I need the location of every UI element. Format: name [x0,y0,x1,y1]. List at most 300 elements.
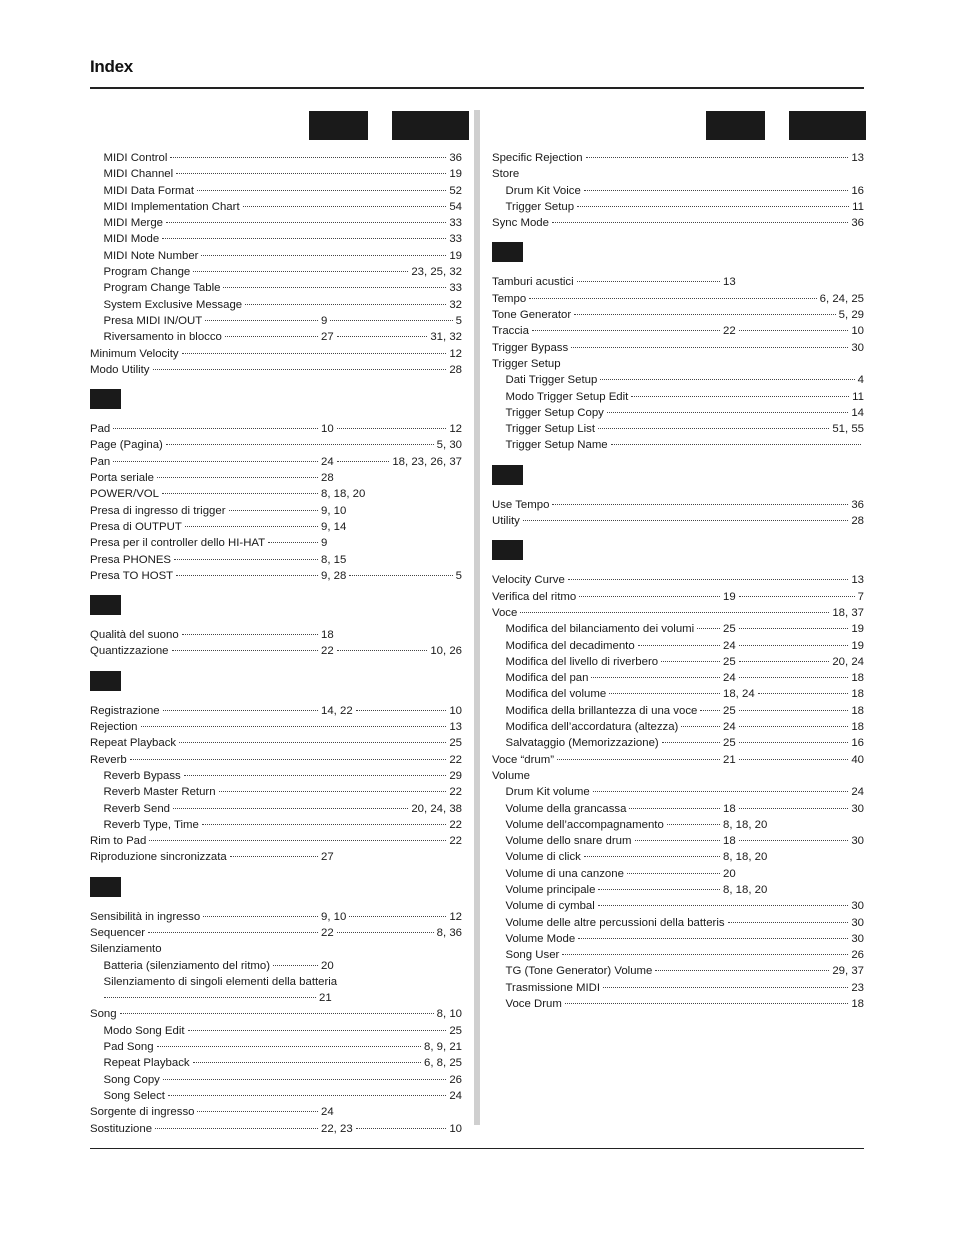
leader-dots [758,693,849,694]
entry-pages: 18 [723,802,736,815]
index-entry [90,264,462,280]
entry-term: Tempo [492,292,527,305]
leader-dots [337,932,434,933]
leader-dots [662,742,720,743]
entry-term: Voce “drum” [492,753,555,766]
entry-term: Trigger Setup Copy [505,406,604,419]
entry-pages: 9, 10 [321,504,347,517]
entry-term: Specific Rejection [492,152,583,164]
entry-term: Trigger Setup [505,200,575,213]
entry-pages-secondary: 12 [449,910,462,923]
entry-term: Tone Generator [492,309,572,322]
entry-term: Riproduzione sincronizzata [90,851,227,864]
entry-term: Tamburi acustici [492,276,574,289]
leader-dots [629,808,720,809]
entry-term: Minimum Velocity [90,347,179,360]
index-entry [90,752,462,768]
leader-dots [330,320,452,321]
leader-dots [638,645,720,646]
index-entry [492,274,864,290]
leader-dots [193,271,408,272]
entry-pages-secondary: 10 [851,325,864,338]
entry-pages: 36 [449,152,462,164]
entry-pages-secondary: 30 [851,802,864,815]
leader-dots [593,791,849,792]
leader-dots [168,1095,446,1096]
leader-dots [203,916,318,917]
entry-pages: 6, 8, 25 [424,1057,462,1070]
entry-term: System Exclusive Message [103,298,243,311]
leader-dots [598,428,829,429]
entry-pages: 6, 24, 25 [819,292,864,305]
index-entry [492,833,864,849]
entry-term: Song Select [103,1089,165,1102]
entry-term: Modo Utility [90,363,150,376]
leader-dots [201,255,446,256]
entry-term: Salvataggio (Memorizzazione) [505,737,659,750]
entry-term: MIDI Channel [103,168,174,181]
entry-term: Volume di una canzone [505,867,624,880]
entry-pages: 51, 55 [832,423,864,436]
entry-pages-secondary: 10 [449,704,462,717]
index-entry [492,513,864,529]
index-entry [492,621,864,637]
leader-dots [635,840,721,841]
leader-dots [141,726,447,727]
entry-pages: 28 [321,472,334,485]
leader-dots [104,997,317,998]
leader-dots [579,596,720,597]
leader-dots [739,710,849,711]
entry-pages: 25 [723,623,736,636]
index-entry [90,454,462,470]
leader-dots [245,304,446,305]
entry-pages: 13 [851,574,864,587]
leader-dots [197,190,446,191]
entry-pages: 14, 22 [321,704,353,717]
index-entry [90,470,462,486]
header-tab-block [392,111,469,140]
entry-pages: 22 [449,786,462,799]
index-entry [90,784,462,800]
leader-dots [155,1128,318,1129]
index-entry [90,801,462,817]
entry-pages-secondary: 5 [455,569,462,582]
entry-term: Sensibilità in ingresso [90,910,201,923]
entry-pages: 24 [449,1089,462,1102]
section-letter-badge [90,389,121,409]
entry-term: MIDI Control [103,152,168,164]
footer-rule [90,1148,864,1149]
entry-term: Batteria (silenziamento del ritmo) [103,959,270,972]
entry-pages: 8, 9, 21 [424,1041,462,1054]
leader-dots [557,759,720,760]
entry-term: Quantizzazione [90,645,169,658]
entry-pages: 22, 23 [321,1122,353,1135]
entry-term: Trasmissione MIDI [505,981,601,994]
leader-dots [578,938,848,939]
index-entry [492,356,864,372]
index-entry [492,150,864,166]
index-entry [90,909,462,925]
entry-term: Porta seriale [90,472,154,485]
index-entry [90,552,462,568]
index-entry [90,990,462,1006]
entry-pages: 20 [723,867,736,880]
entry-pages: 33 [449,282,462,295]
index-entry [492,686,864,702]
leader-dots [166,444,434,445]
entry-term: Volume dell’accompagnamento [505,818,664,831]
leader-dots [598,905,849,906]
index-entry [492,768,864,784]
entry-pages: 12 [449,347,462,360]
entry-term: MIDI Implementation Chart [103,200,240,213]
entry-pages: 19 [723,590,736,603]
leader-dots [337,461,390,462]
entry-term: Rejection [90,721,138,734]
entry-pages: 11 [852,390,864,403]
index-entry [492,437,864,453]
entry-term: Sequencer [90,926,146,939]
entry-term: Verifica del ritmo [492,590,577,603]
index-entry [492,166,864,182]
leader-dots [577,206,849,207]
entry-pages-secondary: 10 [449,1122,462,1135]
section-letter-badge [90,877,121,897]
leader-dots [268,542,318,543]
entry-pages-secondary: 16 [851,737,864,750]
index-entry [90,719,462,735]
entry-term: MIDI Merge [103,217,163,230]
leader-dots [584,856,720,857]
leader-dots [184,775,447,776]
entry-pages-secondary: 31, 32 [430,331,462,344]
entry-pages: 24 [723,639,736,652]
entry-term: Song User [505,949,560,962]
entry-term: Volume Mode [505,932,576,945]
index-column-left [90,150,462,1137]
entry-pages: 8, 15 [321,553,347,566]
entry-pages-secondary: 18 [851,672,864,685]
index-entry [492,421,864,437]
leader-dots [520,612,829,613]
index-entry [90,329,462,345]
header-tab-block [789,111,866,140]
entry-term: Sostituzione [90,1122,153,1135]
entry-pages: 8, 10 [436,1008,462,1021]
leader-dots [162,238,446,239]
index-entry [492,801,864,817]
leader-dots [349,916,446,917]
entry-pages-secondary: 18, 23, 26, 37 [392,455,462,468]
index-entry [90,768,462,784]
leader-dots [532,330,720,331]
index-entry [492,931,864,947]
entry-term: Song Copy [103,1073,160,1086]
index-entry [90,1055,462,1071]
entry-term: Utility [492,515,520,528]
entry-term: Modo Song Edit [103,1024,185,1037]
entry-term: Presa PHONES [90,553,172,566]
entry-pages: 4 [857,374,864,387]
index-entry [90,486,462,502]
entry-term: Modifica del volume [505,688,607,701]
index-entry [90,183,462,199]
entry-term: Reverb [90,753,127,766]
entry-pages: 20, 24, 38 [411,802,462,815]
leader-dots [337,650,428,651]
entry-pages: 52 [449,184,462,197]
entry-pages: 9, 28 [321,569,347,582]
entry-term: Presa per il controller dello HI-HAT [90,537,266,550]
section-letter-badge [90,595,121,615]
leader-dots [197,1111,318,1112]
entry-term: Rim to Pad [90,835,147,848]
index-entry [492,947,864,963]
section-letter-badge [492,242,523,262]
entry-pages: 22 [449,818,462,831]
entry-term: Modo Trigger Setup Edit [505,390,629,403]
leader-dots [273,965,318,966]
index-entry [90,735,462,751]
index-entry [90,166,462,182]
index-entry [90,627,462,643]
index-entry [492,215,864,231]
entry-term: Reverb Master Return [103,786,216,799]
leader-dots [182,353,447,354]
entry-term: TG (Tone Generator) Volume [505,965,653,978]
entry-term: Trigger Bypass [492,341,569,354]
leader-dots [552,222,848,223]
leader-dots [157,477,318,478]
leader-dots [568,579,849,580]
leader-dots [739,759,849,760]
entry-term: Presa TO HOST [90,569,174,582]
leader-dots [552,504,848,505]
entry-pages: 25 [449,1024,462,1037]
leader-dots [631,396,849,397]
index-entry [90,703,462,719]
leader-dots [739,596,855,597]
entry-pages-secondary: 18 [851,721,864,734]
entry-term: Presa di ingresso di trigger [90,504,226,517]
entry-term: Registrazione [90,704,160,717]
leader-dots [202,824,446,825]
entry-pages: 13 [851,152,864,164]
leader-dots [739,742,849,743]
entry-pages: 24 [851,786,864,799]
leader-dots [157,1046,421,1047]
index-entry [90,313,462,329]
index-entry [90,248,462,264]
entry-term: Program Change Table [103,282,221,295]
entry-pages: 19 [449,168,462,181]
index-entry [90,849,462,865]
leader-dots [188,1030,447,1031]
entry-term: Modifica del livello di riverbero [505,655,659,668]
leader-dots [113,461,318,462]
entry-pages: 22 [449,835,462,848]
index-entry [90,437,462,453]
entry-pages: 18, 37 [832,606,864,619]
header-tab-block [706,111,765,140]
leader-dots [205,320,318,321]
index-entry [90,568,462,584]
index-entry [492,703,864,719]
entry-term: Volume di click [505,851,581,864]
entry-pages: 26 [449,1073,462,1086]
index-entry [90,519,462,535]
entry-term: Volume dello snare drum [505,835,632,848]
entry-term: Drum Kit Voice [505,184,581,197]
leader-dots [529,298,816,299]
leader-dots [174,559,318,560]
index-entry [90,503,462,519]
entry-pages: 27 [321,331,334,344]
entry-term: MIDI Note Number [103,249,199,262]
entry-term: Velocity Curve [492,574,565,587]
entry-term: Drum Kit volume [505,786,590,799]
leader-dots [120,1013,434,1014]
leader-dots [739,726,849,727]
index-entry [492,323,864,339]
leader-dots [603,987,848,988]
section-letter-badge [90,671,121,691]
index-entry [90,1121,462,1137]
index-entry [90,421,462,437]
entry-pages: 23 [851,981,864,994]
entry-pages: 25 [449,737,462,750]
index-entry [492,405,864,421]
entry-term: Dati Trigger Setup [505,374,598,387]
entry-term: Program Change [103,266,191,279]
entry-pages-secondary: 18 [851,704,864,717]
leader-dots [571,347,848,348]
entry-pages: 9 [321,314,328,327]
index-entry [492,497,864,513]
leader-dots [179,742,446,743]
index-entry [492,784,864,800]
leader-dots [229,510,319,511]
entry-term: Traccia [492,325,529,338]
entry-term: Reverb Send [103,802,170,815]
entry-pages: 18 [723,835,736,848]
index-entry [492,605,864,621]
entry-term: Song [90,1008,117,1021]
leader-dots [356,1128,447,1129]
index-entry [492,849,864,865]
index-entry [90,958,462,974]
entry-term: Store [492,168,520,181]
index-entry [90,280,462,296]
index-entry [492,372,864,388]
entry-pages: 33 [449,217,462,230]
entry-term: Modifica della brillantezza di una voce [505,704,698,717]
leader-dots [627,873,720,874]
entry-pages: 9, 14 [321,520,347,533]
entry-pages: 8, 18, 20 [321,488,366,501]
leader-dots [337,336,428,337]
entry-pages: 8, 18, 20 [723,818,768,831]
entry-pages: 19 [449,249,462,262]
entry-pages-secondary: 40 [851,753,864,766]
column-divider [474,110,480,1125]
leader-dots [577,281,720,282]
index-entry [492,817,864,833]
header-rule [90,87,864,89]
index-entry [90,535,462,551]
index-entry [492,183,864,199]
index-entry [90,215,462,231]
entry-pages: 30 [851,916,864,929]
entry-term: Page (Pagina) [90,439,163,452]
entry-pages: 13 [449,721,462,734]
index-entry [492,866,864,882]
index-entry [90,1039,462,1055]
leader-dots [153,369,447,370]
entry-pages: 54 [449,200,462,213]
index-entry [90,643,462,659]
entry-term: Voce [492,606,518,619]
leader-dots [574,314,836,315]
entry-term: Repeat Playback [90,737,177,750]
entry-pages: 32 [449,298,462,311]
entry-term: Modifica dell’accordatura (altezza) [505,721,679,734]
entry-term: Reverb Type, Time [103,818,199,831]
entry-pages: 24 [321,1106,334,1119]
entry-term: Silenziamento [90,943,162,956]
entry-pages: 16 [851,184,864,197]
entry-pages: 14 [851,406,864,419]
leader-dots [223,287,446,288]
entry-term: Pad [90,423,111,436]
index-entry [492,670,864,686]
entry-pages: 22 [321,645,334,658]
entry-pages: 10 [321,423,334,436]
index-entry [492,963,864,979]
entry-term: Volume della grancassa [505,802,627,815]
entry-pages: 13 [723,276,736,289]
entry-pages: 28 [449,363,462,376]
entry-pages: 18, 24 [723,688,755,701]
index-entry [492,307,864,323]
leader-dots [130,759,447,760]
entry-term: Use Tempo [492,498,550,511]
entry-term: Presa MIDI IN/OUT [103,314,203,327]
entry-pages: 22 [449,753,462,766]
index-entry [90,1104,462,1120]
leader-dots [356,710,447,711]
entry-pages: 29 [449,769,462,782]
entry-pages: 24 [723,672,736,685]
entry-term: POWER/VOL [90,488,159,501]
leader-dots [739,808,849,809]
entry-pages-secondary: 20, 24 [832,655,864,668]
index-entry [492,389,864,405]
index-entry [90,199,462,215]
entry-pages: 27 [321,851,334,864]
leader-dots [163,1079,446,1080]
entry-pages: 30 [851,341,864,354]
leader-dots [739,645,849,646]
entry-pages: 21 [319,992,332,1005]
index-entry [90,231,462,247]
entry-pages: 33 [449,233,462,246]
entry-pages: 5, 30 [436,439,462,452]
index-column-right [492,150,864,1012]
entry-pages: 29, 37 [832,965,864,978]
